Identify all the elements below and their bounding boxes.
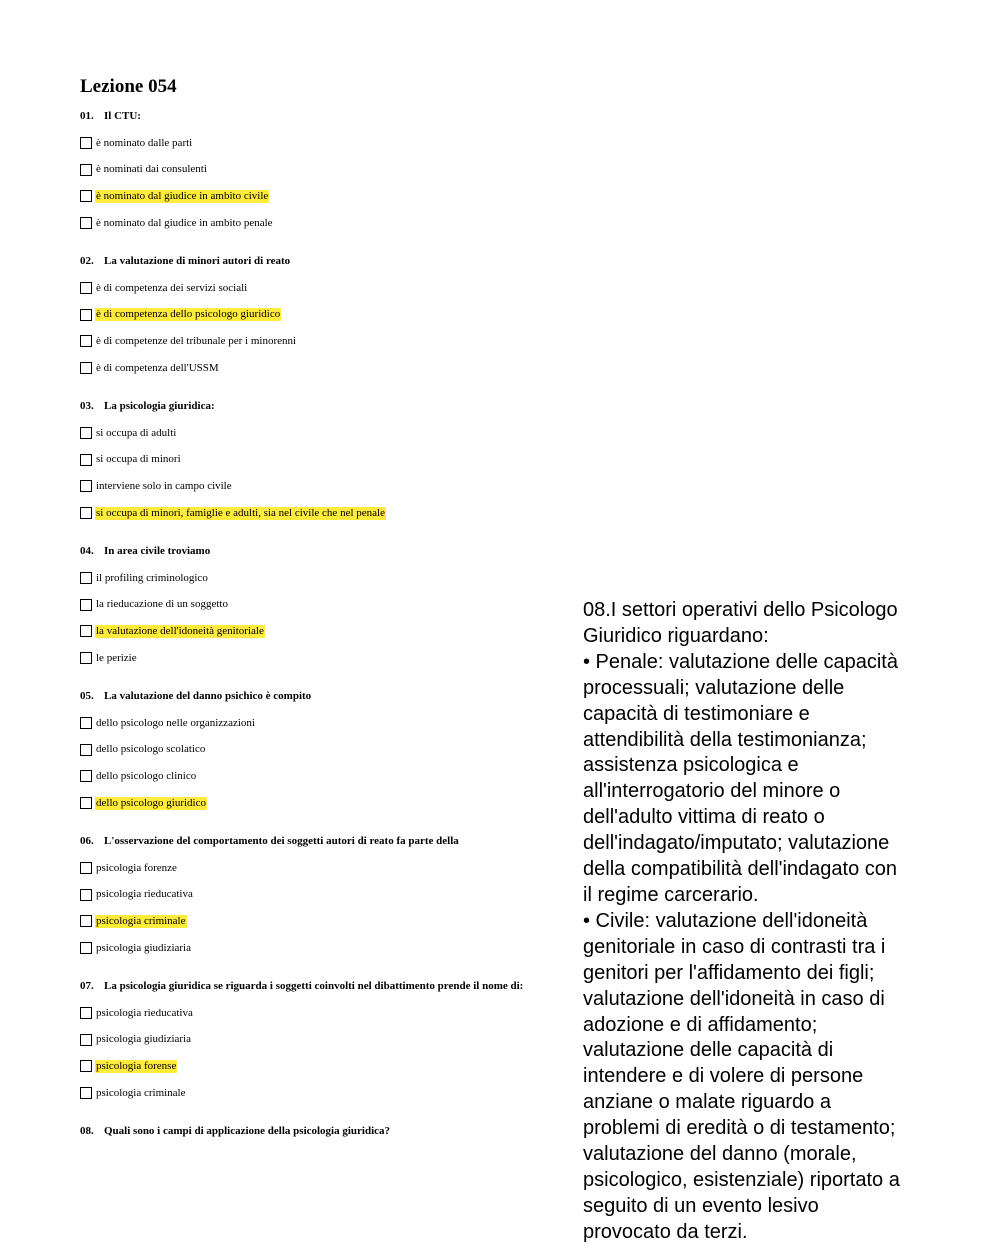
correct-answer-label: dello psicologo giuridico [96, 796, 206, 809]
answer-line: genitori per l'affidamento dei figli; [583, 961, 875, 984]
question-5 [80, 689, 580, 816]
checkbox-icon[interactable] [80, 1087, 92, 1099]
answer-label: è di competenze del tribunale per i minorenni [96, 334, 297, 347]
checkbox-icon[interactable] [80, 717, 92, 729]
checkbox-icon[interactable] [80, 190, 92, 202]
correct-answer-label: si occupa di minori, famiglie e adulti, sia nel civile che nel penale [96, 506, 385, 519]
answer-option[interactable] [80, 328, 580, 355]
question-label: La psicologia giuridica: [104, 400, 215, 412]
correct-answer-label: psicologia criminale [96, 914, 186, 927]
question-label: La valutazione del danno psichico è compito [104, 690, 312, 702]
question-text [80, 254, 580, 268]
answer-option[interactable] [80, 1053, 580, 1080]
answer-line: capacità di testimoniare e [583, 702, 810, 725]
answer-line: 08.I settori operativi dello Psicologo [583, 599, 898, 621]
answer-option[interactable] [80, 183, 580, 210]
answer-line: • Penale: valutazione delle capacità [583, 650, 898, 673]
answer-line: adozione e di affidamento; [583, 1013, 818, 1036]
answer-line: problemi di eredità o di testamento; [583, 1117, 896, 1140]
answer-option[interactable] [80, 1027, 580, 1054]
checkbox-icon[interactable] [80, 599, 92, 611]
answer-label: è di competenza dell'USSM [96, 361, 219, 374]
answer-option[interactable] [80, 790, 580, 817]
checkbox-icon[interactable] [80, 889, 92, 901]
question-label: In area civile troviamo [104, 545, 211, 557]
checkbox-icon[interactable] [80, 1007, 92, 1019]
answer-line: seguito di un evento lesivo [583, 1194, 819, 1217]
checkbox-icon[interactable] [80, 862, 92, 874]
checkbox-icon[interactable] [80, 335, 92, 347]
question-text [80, 399, 580, 413]
answer-line: Giuridico riguardano: [583, 624, 769, 647]
answer-option[interactable] [80, 157, 580, 184]
answer-option[interactable] [80, 473, 580, 500]
answer-line: processuali; valutazione delle [583, 676, 845, 699]
question-6 [80, 834, 580, 961]
question-3 [80, 399, 580, 526]
question-7 [80, 979, 580, 1106]
checkbox-icon[interactable] [80, 770, 92, 782]
question-text [80, 1124, 580, 1138]
answer-line: anziane o malate riguardo a [583, 1091, 831, 1114]
answer-label: dello psicologo scolatico [96, 743, 206, 756]
checkbox-icon[interactable] [80, 625, 92, 637]
checkbox-icon[interactable] [80, 137, 92, 149]
answer-option[interactable] [80, 908, 580, 935]
answer-line: il regime carcerario. [583, 883, 759, 906]
checkbox-icon[interactable] [80, 164, 92, 176]
answer-line: genitoriale in caso di contrasti tra i [583, 935, 886, 958]
answer-label: è nominati dai consulenti [96, 163, 207, 176]
answer-option[interactable] [80, 592, 580, 619]
checkbox-icon[interactable] [80, 942, 92, 954]
answer-option[interactable] [80, 210, 580, 237]
answer-line: della compatibilità dell'indagato con [583, 858, 898, 881]
question-number: 07. [80, 980, 94, 992]
answer-option[interactable] [80, 855, 580, 882]
answer-line: valutazione dell'idoneità in caso di [583, 987, 885, 1010]
question-label: L'osservazione del comportamento dei soggetti autori di reato fa parte della [104, 835, 459, 847]
checkbox-icon[interactable] [80, 797, 92, 809]
answer-option[interactable] [80, 275, 580, 302]
question-text [80, 544, 580, 558]
checkbox-icon[interactable] [80, 572, 92, 584]
answer-option[interactable] [80, 1080, 580, 1107]
correct-answer-label: è di competenza dello psicologo giuridico [96, 308, 281, 321]
answer-label: le perizie [96, 651, 137, 664]
answer-line: provocato da terzi. [583, 1220, 748, 1243]
answer-option[interactable] [80, 1000, 580, 1027]
answer-option[interactable] [80, 618, 580, 645]
answer-option[interactable] [80, 565, 580, 592]
question-label: La psicologia giuridica se riguarda i soggetti coinvolti nel dibattimento prende il nome di: [104, 980, 524, 992]
question-2 [80, 254, 580, 381]
question-4 [80, 544, 580, 671]
checkbox-icon[interactable] [80, 217, 92, 229]
answer-option[interactable] [80, 500, 580, 527]
answer-line: dell'adulto vittima di reato o [583, 806, 825, 829]
answer-option[interactable] [80, 420, 580, 447]
answer-option[interactable] [80, 302, 580, 329]
answer-option[interactable] [80, 710, 580, 737]
question-8 [80, 1124, 580, 1145]
question-number: 01. [80, 110, 94, 122]
checkbox-icon[interactable] [80, 309, 92, 321]
answer-label: psicologia forenze [96, 861, 177, 874]
checkbox-icon[interactable] [80, 507, 92, 519]
checkbox-icon[interactable] [80, 744, 92, 756]
answer-label: psicologia giudiziaria [96, 941, 191, 954]
checkbox-icon[interactable] [80, 652, 92, 664]
answer-line: psicologico, esistenziale) riportato a [583, 1168, 900, 1191]
answer-line: dell'indagato/imputato; valutazione [583, 832, 890, 855]
answer-option[interactable] [80, 882, 580, 909]
checkbox-icon[interactable] [80, 427, 92, 439]
question-label: Quali sono i campi di applicazione della psicologia giuridica? [104, 1125, 391, 1137]
answer-label: psicologia giudiziaria [96, 1033, 191, 1046]
answer-08-text [583, 598, 953, 1246]
answer-line: attendibilità della testimonianza; [583, 728, 867, 751]
answer-label: interviene solo in campo civile [96, 479, 232, 492]
question-label: Il CTU: [104, 110, 141, 122]
question-number: 03. [80, 400, 94, 412]
answer-label: è nominato dal giudice in ambito penale [96, 216, 273, 229]
checkbox-icon[interactable] [80, 454, 92, 466]
answer-label: psicologia rieducativa [96, 888, 193, 901]
page-title: Lezione 054 [80, 76, 177, 97]
checkbox-icon[interactable] [80, 362, 92, 374]
correct-answer-label: è nominato dal giudice in ambito civile [96, 189, 269, 202]
answer-label: la rieducazione di un soggetto [96, 598, 228, 611]
answer-option[interactable] [80, 737, 580, 764]
question-text [80, 834, 580, 848]
question-text [80, 109, 580, 123]
checkbox-icon[interactable] [80, 1060, 92, 1072]
checkbox-icon[interactable] [80, 282, 92, 294]
question-number: 05. [80, 690, 94, 702]
answer-label: si occupa di minori [96, 453, 181, 466]
checkbox-icon[interactable] [80, 915, 92, 927]
answer-label: psicologia rieducativa [96, 1006, 193, 1019]
answer-option[interactable] [80, 935, 580, 962]
answer-option[interactable] [80, 355, 580, 382]
answer-label: è nominato dalle parti [96, 136, 193, 149]
answer-option[interactable] [80, 645, 580, 672]
question-label: La valutazione di minori autori di reato [104, 255, 291, 267]
question-text [80, 689, 580, 703]
answer-label: psicologia criminale [96, 1086, 186, 1099]
answer-line: • Civile: valutazione dell'idoneità [583, 909, 868, 932]
checkbox-icon[interactable] [80, 1034, 92, 1046]
answer-line: all'interrogatorio del minore o [583, 780, 841, 803]
answer-label: il profiling criminologico [96, 571, 208, 584]
question-number: 08. [80, 1125, 94, 1137]
correct-answer-label: psicologia forense [96, 1059, 177, 1072]
question-1 [80, 109, 580, 236]
answer-line: intendere e di volere di persone [583, 1065, 864, 1088]
correct-answer-label: la valutazione dell'idoneità genitoriale [96, 624, 264, 637]
answer-option[interactable] [80, 447, 580, 474]
answer-label: dello psicologo nelle organizzazioni [96, 716, 255, 729]
answer-line: valutazione del danno (morale, [583, 1143, 857, 1166]
question-number: 02. [80, 255, 94, 267]
answer-line: assistenza psicologica e [583, 754, 799, 777]
answer-option[interactable] [80, 763, 580, 790]
checkbox-icon[interactable] [80, 480, 92, 492]
answer-line: valutazione delle capacità di [583, 1039, 834, 1062]
answer-label: si occupa di adulti [96, 426, 177, 439]
question-number: 06. [80, 835, 94, 847]
answer-label: è di competenza dei servizi sociali [96, 281, 248, 294]
question-text [80, 979, 580, 993]
question-number: 04. [80, 545, 94, 557]
answer-label: dello psicologo clinico [96, 769, 197, 782]
answer-option[interactable] [80, 130, 580, 157]
